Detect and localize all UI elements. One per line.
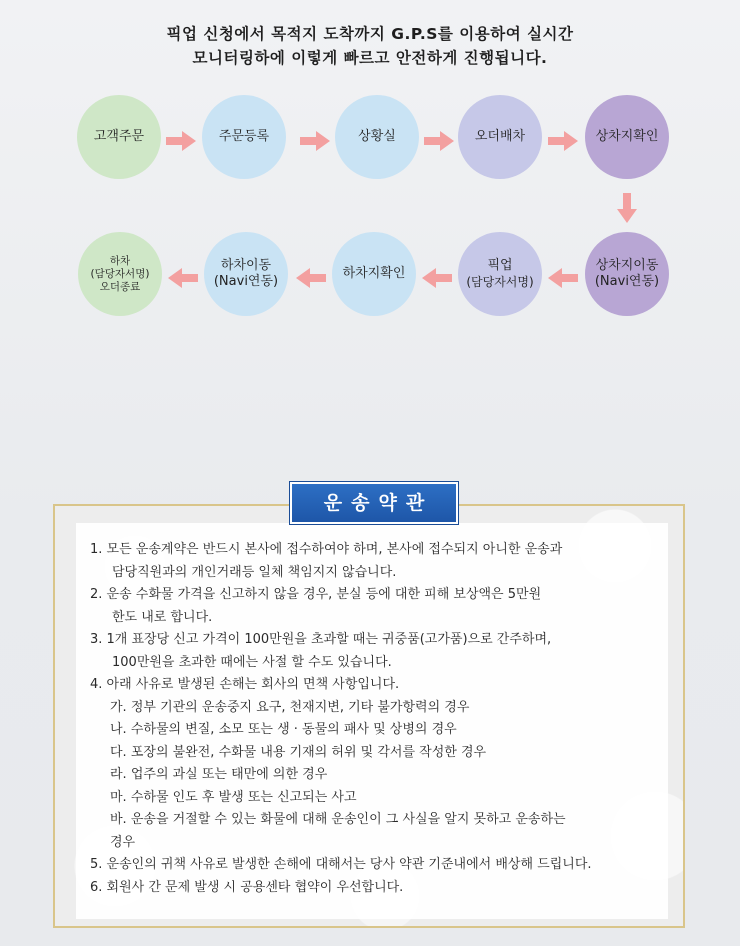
terms-item-4: 4. 아래 사유로 발생된 손해는 회사의 면책 사항입니다.: [90, 677, 400, 692]
flow-step-label-line1: 상차지이동: [595, 258, 659, 273]
terms-item-6: 6. 회원사 간 문제 발생 시 공용센타 협약이 우선합니다.: [90, 879, 404, 895]
flow-step-label-line1: 하차: [109, 254, 131, 267]
flow-step-label: 오더배차: [474, 129, 526, 144]
headline-line-1: 픽업 신청에서 목적지 도착까지 G.P.S를 이용하여 실시간: [166, 25, 574, 43]
flow-step-pickup: [458, 232, 542, 316]
flow-step-unloading-complete: [78, 232, 162, 316]
arrow-down-icon: [617, 193, 637, 223]
flow-step-label: 고객주문: [93, 129, 145, 144]
terms-item-1-cont: 담당직원과의 개인거래등 일체 책임지지 않습니다.: [112, 564, 397, 580]
terms-subitem-ba: 바. 운송을 거절할 수 있는 화물에 대해 운송인이 그 사실을 알지 못하고 운송하는: [110, 812, 566, 827]
flow-step-label: 상차지확인: [595, 129, 659, 144]
flow-step-label-line1: 픽업: [487, 258, 513, 273]
headline: [0, 22, 740, 70]
arrow-right-icon: [166, 131, 196, 151]
flow-step-label-line1: 하차이동: [220, 258, 272, 273]
terms-item-2-cont: 한도 내로 합니다.: [112, 609, 213, 625]
flow-step-label: 상황실: [358, 129, 396, 144]
arrow-left-icon: [422, 268, 452, 288]
flow-step-label-line2: (담당자서명): [90, 267, 150, 280]
terms-item-2: 2. 운송 수화물 가격을 신고하지 않을 경우, 분실 등에 대한 피해 보상액은 5만원: [90, 587, 542, 602]
flow-step-unloading-check: [332, 232, 416, 316]
flow-step-loading-check: [585, 95, 669, 179]
flow-step-label: 하차지확인: [342, 266, 406, 281]
flow-step-label-line2: (Navi연동): [594, 274, 660, 289]
flow-step-label-line2: (Navi연동): [213, 274, 279, 289]
terms-subitem-da: 다. 포장의 불완전, 수화물 내용 기재의 허위 및 각서를 작성한 경우: [110, 744, 487, 760]
terms-item-3: 3. 1개 표장당 신고 가격이 100만원을 초과할 때는 귀중품(고가품)으로 간주하며,: [90, 632, 552, 647]
arrow-right-icon: [300, 131, 330, 151]
arrow-right-icon: [548, 131, 578, 151]
terms-item-3-cont: 100만원을 초과한 때에는 사절 할 수도 있습니다.: [112, 654, 392, 670]
flow-step-control-room: [335, 95, 419, 179]
arrow-left-icon: [548, 268, 578, 288]
terms-subitem-ra: 라. 업주의 과실 또는 태만에 의한 경우: [110, 767, 328, 782]
flow-step-register: [202, 95, 286, 179]
flow-step-loading-move: [585, 232, 669, 316]
terms-item-1: 1. 모든 운송계약은 반드시 본사에 접수하여야 하며, 본사에 접수되지 아니한 운송과: [90, 542, 563, 557]
terms-subitem-ba-cont: 경우: [110, 834, 136, 850]
terms-subitem-ga: 가. 정부 기관의 운송중지 요구, 천재지변, 기타 불가항력의 경우: [110, 699, 470, 715]
flow-step-unloading-move: [204, 232, 288, 316]
terms-subitem-na: 나. 수하물의 변질, 소모 또는 생 · 동물의 패사 및 상병의 경우: [110, 722, 457, 737]
flow-step-dispatch: [458, 95, 542, 179]
terms-title: 운송약관: [290, 482, 458, 524]
flow-step-order: [77, 95, 161, 179]
arrow-left-icon: [168, 268, 198, 288]
terms-item-5: 5. 운송인의 귀책 사유로 발생한 손해에 대해서는 당사 약관 기준내에서 배상해 드립니다.: [90, 857, 592, 872]
terms-subitem-ma: 마. 수하물 인도 후 발생 또는 신고되는 사고: [110, 789, 357, 805]
flow-step-label: 주문등록: [218, 129, 270, 144]
flow-step-label-line3: 오더종료: [99, 280, 141, 293]
arrow-left-icon: [296, 268, 326, 288]
flow-step-label-line2: (담당자서명): [466, 275, 534, 289]
headline-line-2: 모니터링하에 이렇게 빠르고 안전하게 진행됩니다.: [192, 49, 548, 67]
arrow-right-icon: [424, 131, 454, 151]
terms-list: [90, 539, 670, 899]
